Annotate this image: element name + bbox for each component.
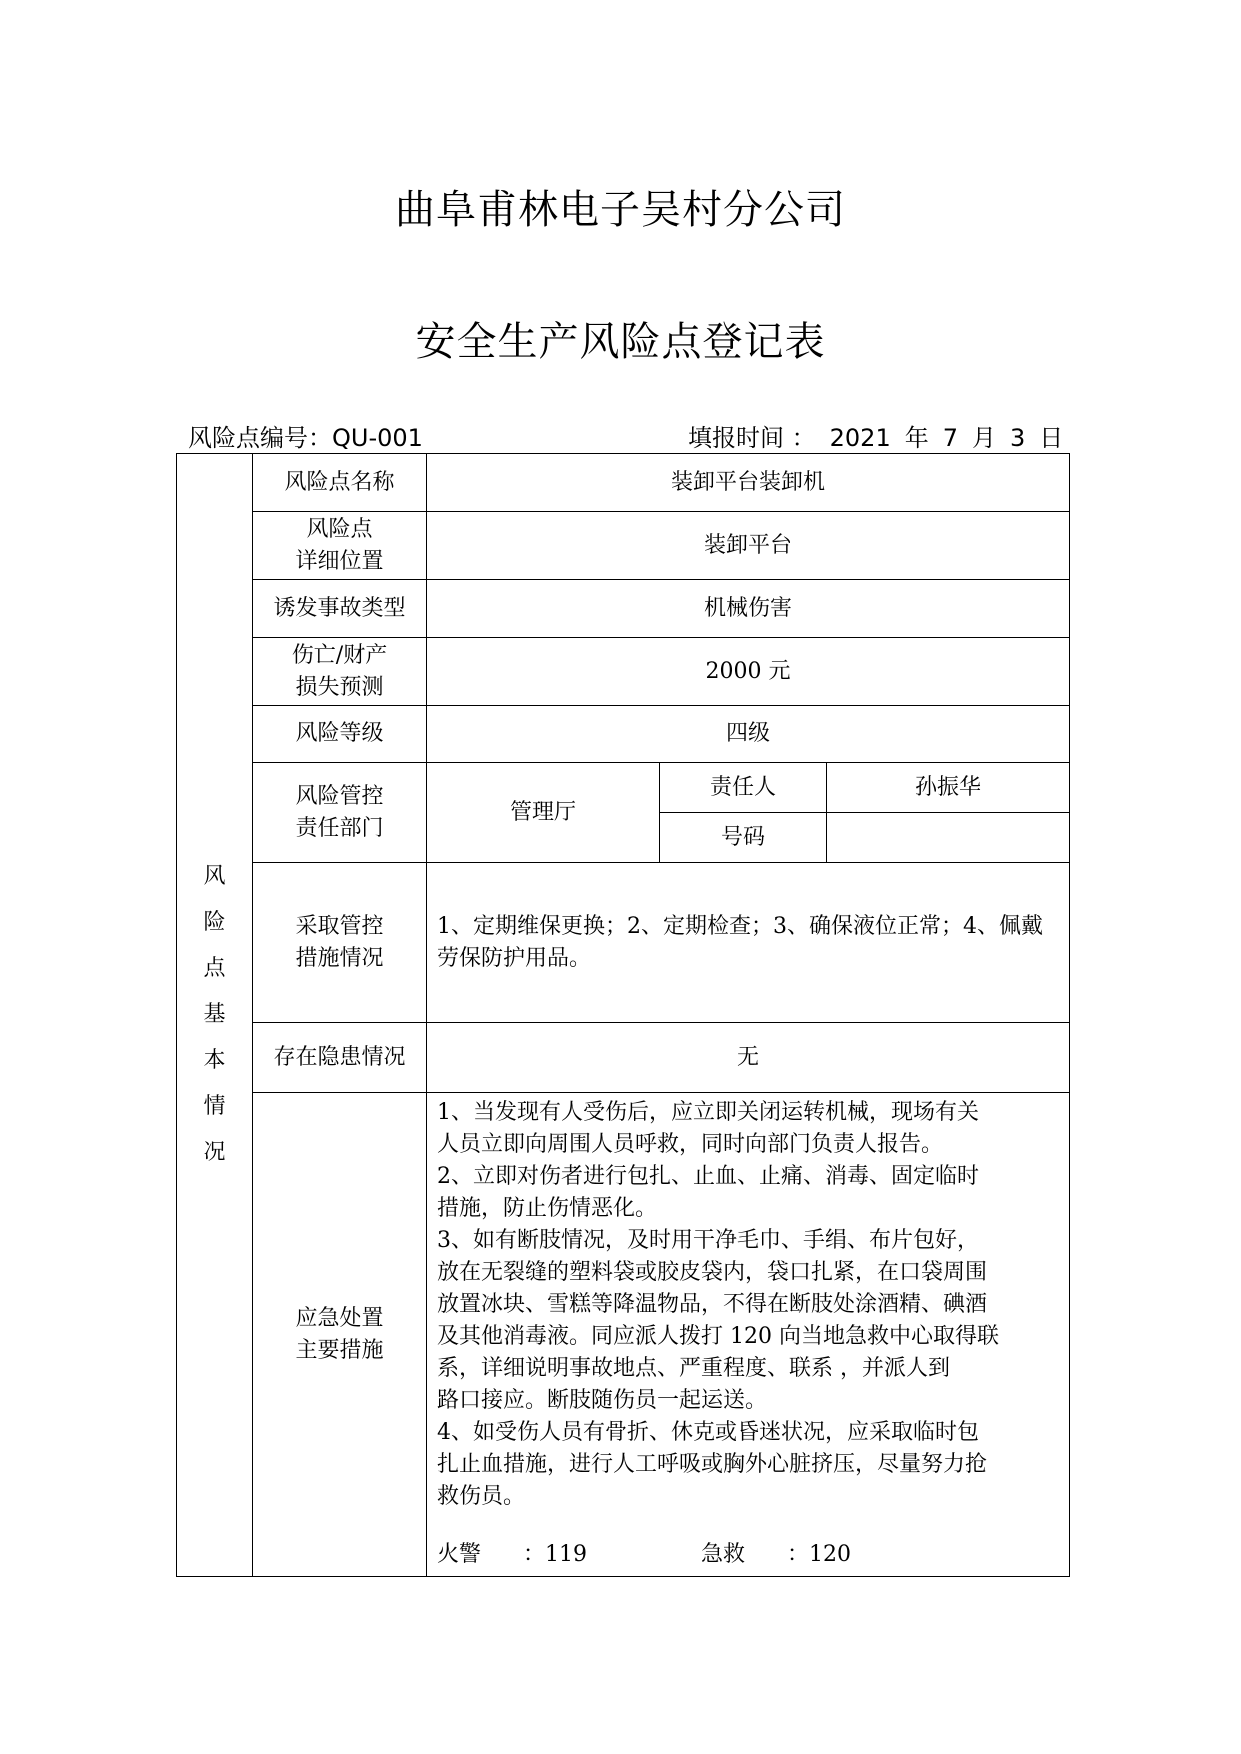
emergency-line: 人员立即向周围人员呼救，同时向部门负责人报告。 [437,1132,944,1157]
emergency-line: 4、如受伤人员有骨折、休克或昏迷状况，应采取临时包 [437,1420,979,1445]
emergency-line: 救伤员。 [437,1484,526,1509]
emergency-line: 及其他消毒液。同应派人拨打 120 向当地急救中心取得联 [437,1324,999,1349]
table-row [177,1023,1070,1093]
location-label [253,512,427,580]
emergency-line: 放置冰块、雪糕等降温物品，不得在断肢处涂酒精、碘酒 [437,1292,988,1317]
emergency-measures [427,1093,1070,1577]
department-label-line1: 风险管控 [295,783,384,809]
ambulance-label: 急救 [701,1542,746,1567]
accident-type-value: 机械伤害 [427,580,1070,638]
emergency-line: 系，详细说明事故地点、严重程度、联系 ，并派人到 [437,1356,950,1381]
emergency-line: 3、如有断肢情况，及时用干净毛巾、手绢、布片包好， [437,1228,979,1253]
fire-value: ：119 [523,1542,587,1567]
emergency-line: 路口接应。断肢随伤员一起运送。 [437,1388,768,1413]
control-label-line2: 措施情况 [295,945,384,971]
table-row [177,863,1070,1023]
table-row [177,706,1070,763]
location-label-line2: 详细位置 [295,548,384,574]
risk-register-table [176,453,1070,1577]
table-row [177,763,1070,813]
side-label-char: 基 [203,1002,226,1027]
accident-type-label: 诱发事故类型 [253,580,427,638]
fire-label: 火警 [437,1542,482,1567]
department-label-line2: 责任部门 [295,815,384,841]
phone-label: 号码 [660,813,827,863]
person-label: 责任人 [660,763,827,813]
side-label-char: 风 [203,864,226,889]
report-day: 3 [1010,424,1026,452]
report-date [688,418,1077,453]
phone-value [827,813,1070,863]
emergency-line: 1、当发现有人受伤后，应立即关闭运转机械，现场有关 [437,1100,979,1125]
loss-label-line1: 伤亡/财产 [291,642,388,668]
company-name: 曲阜甫林电子吴村分公司 [395,187,846,233]
side-label-char: 情 [203,1094,226,1119]
ambulance-value: ：120 [787,1542,851,1567]
name-value: 装卸平台装卸机 [427,454,1070,512]
emergency-line: 放在无裂缝的塑料袋或胶皮袋内，袋口扎紧，在口袋周围 [437,1260,988,1285]
side-label-char: 况 [203,1140,226,1165]
location-label-line1: 风险点 [306,516,373,542]
report-date-label: 填报时间 ： [688,424,816,452]
emergency-phones [437,1539,1059,1573]
table-row [177,580,1070,638]
report-day-unit: 日 [1039,424,1064,452]
emergency-line: 2、立即对伤者进行包扎、止血、止痛、消毒、固定临时 [437,1164,979,1189]
report-year: 2021 [829,424,891,452]
level-value: 四级 [427,706,1070,763]
report-year-unit: 年 [904,424,929,452]
side-label-char: 险 [203,910,226,935]
risk-code-label: 风险点编号： [188,424,332,452]
table-row [177,638,1070,706]
person-value: 孙振华 [827,763,1070,813]
risk-code [188,418,423,453]
emergency-line: 扎止血措施，进行人工呼吸或胸外心脏挤压，尽量努力抢 [437,1452,988,1477]
form-title: 安全生产风险点登记表 [415,319,826,365]
name-label: 风险点名称 [253,454,427,512]
risk-code-value: QU-001 [332,424,423,452]
emergency-label-line2: 主要措施 [295,1337,384,1363]
table-row [177,1093,1070,1577]
report-month: 7 [942,424,958,452]
table-row [177,512,1070,580]
level-label: 风险等级 [253,706,427,763]
report-month-unit: 月 [972,424,996,452]
emergency-label-line1: 应急处置 [295,1305,384,1331]
control-label-line1: 采取管控 [295,913,384,939]
hazard-label: 存在隐患情况 [253,1023,427,1093]
control-value: 1、定期维保更换；2、定期检查；3、确保液位正常；4、佩戴劳保防护用品。 [427,863,1070,1023]
location-value: 装卸平台 [427,512,1070,580]
side-label-char: 点 [203,956,226,981]
table-row [177,454,1070,512]
loss-label-line2: 损失预测 [295,674,384,700]
emergency-line: 措施，防止伤情恶化。 [437,1196,658,1221]
side-label-char: 本 [203,1048,226,1073]
emergency-label [253,1093,427,1577]
hazard-value: 无 [427,1023,1070,1093]
loss-label [253,638,427,706]
department-label [253,763,427,863]
control-label [253,863,427,1023]
department-value: 管理厅 [427,763,660,863]
side-label-cell [177,454,253,1577]
loss-value: 2000 元 [427,638,1070,706]
